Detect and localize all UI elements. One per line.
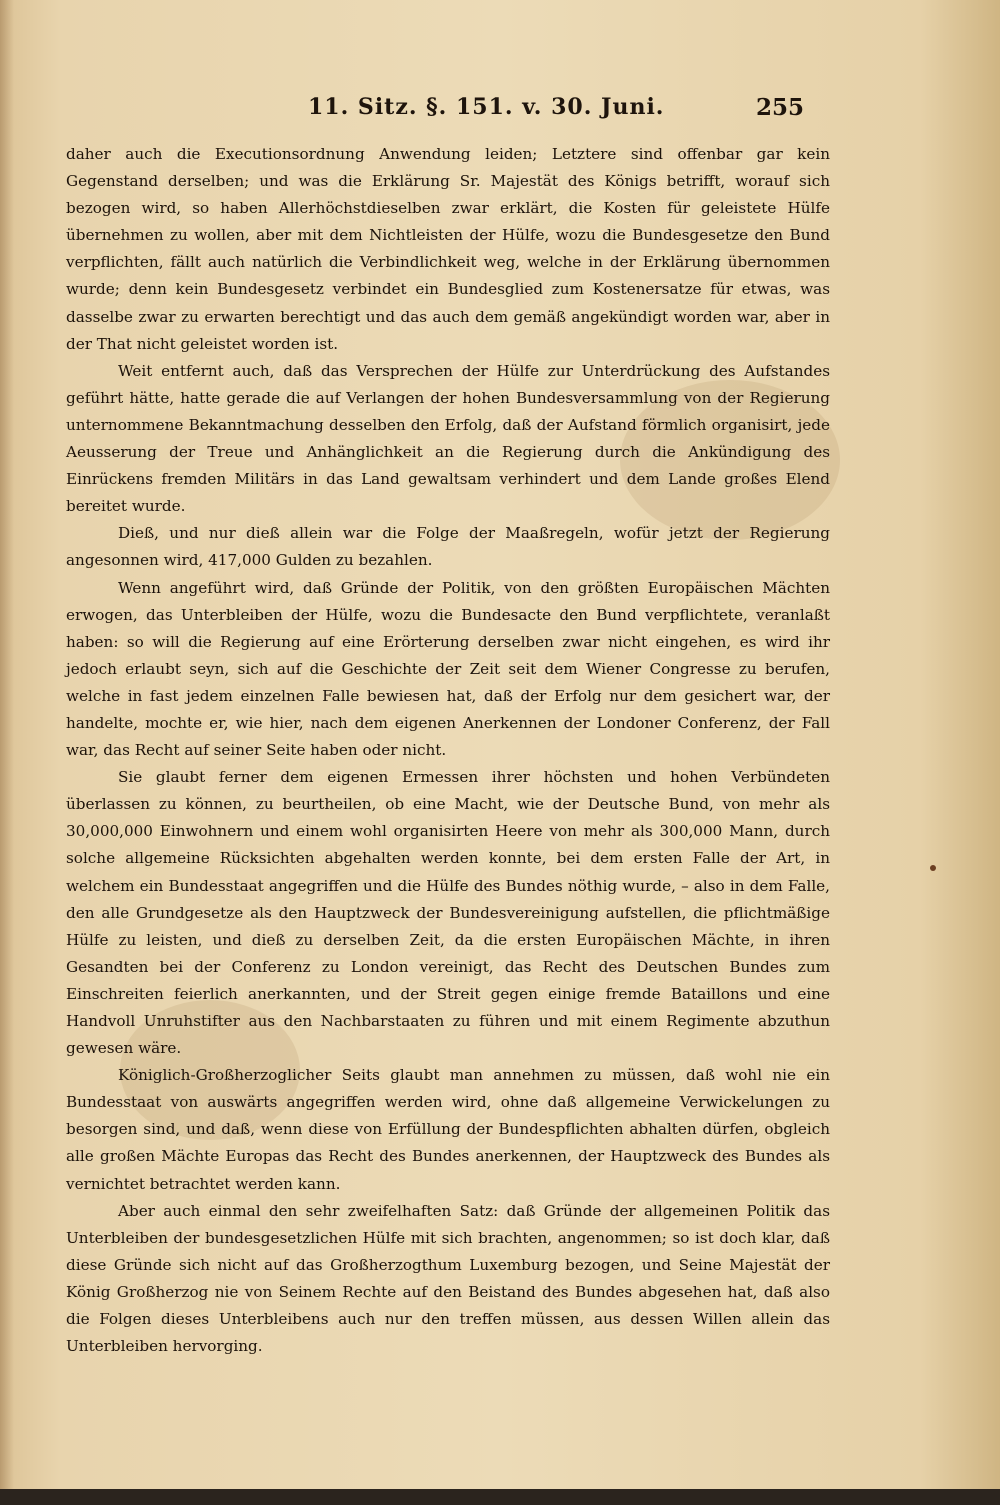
scan-bottom-edge xyxy=(0,1489,1000,1505)
paragraph: Wenn angeführt wird, daß Gründe der Politik, von den größten Europäischen Mächten erwogen, das Unterbleiben der Hülfe, wozu die Bundesacte den Bund verpflichtete, veranlaßt haben: so will die Regierung auf eine Erörterung derselben zwar nicht eingehen, es wird ihr jedoch erlaubt seyn, sich auf die Geschichte der Zeit seit dem Wiener Congresse zu berufen, welche in fast jedem einzelnen Falle bewiesen hat, daß der Erfolg nur dem gesichert war, der handelte, mochte er, wie hier, nach dem eigenen Anerkennen der Londoner Conferenz, der Fall war, das Recht auf seiner Seite haben oder nicht. xyxy=(66,578,830,760)
paragraph: Sie glaubt ferner dem eigenen Ermessen ihrer höchsten und hohen Verbündeten überlassen zu können, zu beurtheilen, ob eine Macht, wie der Deutsche Bund, von mehr als 30,000,000 Einwohnern und einem wohl organisirten Heere von mehr als 300,000 Mann, durch solche allgemeine Rücksichten abgehalten werden konnte, bei dem ersten Falle der Art, in welchem ein Bundesstaat angegriffen und die Hülfe des Bundes nöthig wurde, – also in dem Falle, den alle Grundgesetze als den Hauptzweck der Bundesvereinigung aufstellen, die pflichtmäßige Hülfe zu leisten, und dieß zu derselben Zeit, da die ersten Europäischen Mächte, in ihren Gesandten bei der Conferenz zu London vereinigt, das Recht des Deutschen Bundes zum Einschreiten feierlich anerkannten, und der Streit gegen einige fremde Bataillons und eine Handvoll Unruhstifter aus den Nachbarstaaten zu führen und mit einem Regimente abzuthun gewesen wäre. xyxy=(66,768,830,1058)
page-gutter-shadow xyxy=(0,0,14,1505)
paragraph: Weit entfernt auch, daß das Versprechen der Hülfe zur Unterdrückung des Aufstandes geführt hätte, hatte gerade die auf Verlangen der hohen Bundesversammlung von der Regierung unternommene Bekanntmachung desselben den Erfolg, daß der Aufstand förmlich organisirt, jede Aeusserung der Treue und Anhänglichkeit an die Regierung durch die Ankündigung des Einrückens fremden Militärs in das Land gewaltsam verhindert und dem Lande großes Elend bereitet wurde. xyxy=(66,361,830,516)
paragraph: Dieß, und nur dieß allein war die Folge der Maaßregeln, wofür jetzt der Regierung angesonnen wird, 417,000 Gulden zu bezahlen. xyxy=(66,524,830,570)
paragraph: daher auch die Executionsordnung Anwendung leiden; Letztere sind offenbar gar kein Gegenstand derselben; und was die Erklärung Sr. Majestät des Königs betrifft, worauf sich bezogen wird, so haben Allerhöchstdieselben zwar erklärt, die Kosten für geleistete Hülfe übernehmen zu wollen, aber mit dem Nichtleisten der Hülfe, wozu die Bundesgesetze den Bund verpflichten, fällt auch natürlich die Verbindlichkeit weg, welche in der Erklärung übernommen wurde; denn kein Bundesgesetz verbindet ein Bundesglied zum Kostenersatze für etwas, was dasselbe zwar zu erwarten berechtigt und das auch dem gemäß angekündigt worden war, aber in der That nicht geleistet worden ist. xyxy=(66,145,830,353)
page-header xyxy=(0,94,1000,130)
paragraph: Königlich-Großherzoglicher Seits glaubt man annehmen zu müssen, daß wohl nie ein Bundesstaat von auswärts angegriffen werden wird, ohne daß allgemeine Verwickelungen zu besorgen sind, und daß, wenn diese von Erfüllung der Bundespflichten abhalten dürfen, obgleich alle großen Mächte Europas das Recht des Bundes anerkennen, der Hauptzweck des Bundes als vernichtet betrachtet werden kann. xyxy=(66,1066,830,1193)
page-number: 255 xyxy=(756,94,805,121)
body-text xyxy=(66,141,830,1360)
running-head: 11. Sitz. §. 151. v. 30. Juni. xyxy=(308,94,665,120)
ink-spot xyxy=(930,865,936,871)
paragraph: Aber auch einmal den sehr zweifelhaften Satz: daß Gründe der allgemeinen Politik das Unterbleiben der bundesgesetzlichen Hülfe mit sich brachten, angenommen; so ist doch klar, daß diese Gründe sich nicht auf das Großherzogthum Luxemburg bezogen, und Seine Majestät der König Großherzog nie von Seinem Rechte auf den Beistand des Bundes abgesehen hat, daß also die Folgen dieses Unterbleibens auch nur den treffen müssen, aus dessen Willen allein das Unterbleiben hervorging. xyxy=(66,1201,830,1356)
